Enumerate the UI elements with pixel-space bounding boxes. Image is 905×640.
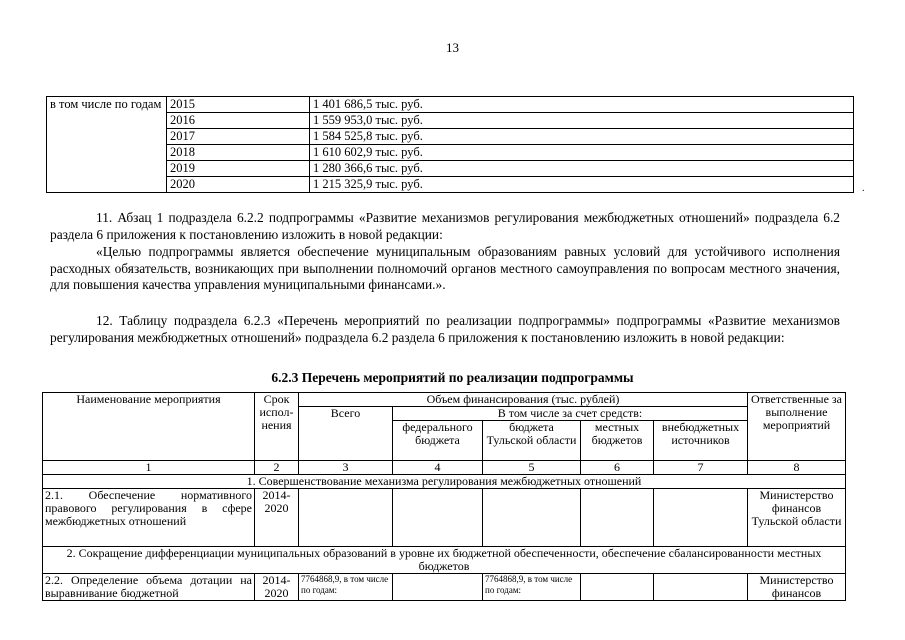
- header-responsible: Ответственные за выполнение мероприятий: [748, 393, 846, 461]
- years-label: в том числе по годам: [47, 97, 167, 193]
- col-number: 4: [393, 461, 483, 475]
- page-number: 13: [446, 40, 459, 55]
- amount-cell: 1 280 366,6 тыс. руб.: [310, 161, 854, 177]
- row2-responsible: Министерство финансов: [748, 574, 846, 601]
- col-number: 5: [483, 461, 581, 475]
- header-local: местных бюджетов: [581, 421, 654, 461]
- header-extra: внебюджетных источников: [654, 421, 748, 461]
- col-number: 8: [748, 461, 846, 475]
- row1-federal: [393, 489, 483, 547]
- row2-federal: [393, 574, 483, 601]
- header-total: Всего: [299, 407, 393, 461]
- row1-total: [299, 489, 393, 547]
- col-number: 1: [43, 461, 255, 475]
- table-row: [47, 145, 854, 161]
- row2-term: 2014-2020: [255, 574, 299, 601]
- section-1-title: 1. Совершенствование механизма регулирования межбюджетных отношений: [43, 475, 846, 489]
- year-cell: 2018: [167, 145, 310, 161]
- paragraph-11: 11. Абзац 1 подраздела 6.2.2 подпрограммы «Развитие механизмов регулирования межбюджетных отношений» подраздела 6.2 раздела 6 приложения к постановлению изложить в новой редакции:: [50, 210, 840, 242]
- amount-cell: 1 401 686,5 тыс. руб.: [310, 97, 854, 113]
- year-cell: 2015: [167, 97, 310, 113]
- paragraph-12: 12. Таблицу подраздела 6.2.3 «Перечень мероприятий по реализации подпрограммы» подпрограммы «Развитие механизмов регулирования межбюджетных отношений» подраздела 6.2 раздела 6 приложения к постановлению изложить в новой редакции:: [50, 313, 840, 345]
- section-row: [43, 475, 846, 489]
- row1-name: 2.1. Обеспечение нормативного правового регулирования в сфере межбюджетных отношений: [43, 489, 255, 547]
- row1-extra: [654, 489, 748, 547]
- header-federal: федерального бюджета: [393, 421, 483, 461]
- year-cell: 2020: [167, 177, 310, 193]
- year-cell: 2019: [167, 161, 310, 177]
- amount-cell: 1 584 525,8 тыс. руб.: [310, 129, 854, 145]
- row2-extra: [654, 574, 748, 601]
- stray-mark: .: [862, 183, 865, 194]
- row2-total: 7764868,9, в том числе по годам:: [299, 574, 393, 601]
- header-term: Срок испол-нения: [255, 393, 299, 461]
- row1-local: [581, 489, 654, 547]
- amount-cell: 1 215 325,9 тыс. руб.: [310, 177, 854, 193]
- header-name: Наименование мероприятия: [43, 393, 255, 461]
- row1-term: 2014-2020: [255, 489, 299, 547]
- events-table: [42, 392, 846, 601]
- years-table: [46, 96, 854, 193]
- header-including: В том числе за счет средств:: [393, 407, 748, 421]
- row1-responsible: Министерство финансов Тульской области: [748, 489, 846, 547]
- row2-local: [581, 574, 654, 601]
- amount-cell: 1 610 602,9 тыс. руб.: [310, 145, 854, 161]
- table-row: [47, 113, 854, 129]
- row2-name: 2.2. Определение объема дотации на выравнивание бюджетной: [43, 574, 255, 601]
- amount-cell: 1 559 953,0 тыс. руб.: [310, 113, 854, 129]
- table-title: 6.2.3 Перечень мероприятий по реализации подпрограммы: [271, 370, 634, 385]
- col-number: 3: [299, 461, 393, 475]
- col-number: 6: [581, 461, 654, 475]
- col-number: 7: [654, 461, 748, 475]
- header-funding: Объем финансирования (тыс. рублей): [299, 393, 748, 407]
- table-row: [47, 129, 854, 145]
- row1-regional: [483, 489, 581, 547]
- table-row: [47, 177, 854, 193]
- paragraph-11-quote: «Целью подпрограммы является обеспечение муниципальным образованиям равных условий для устойчивого исполнения расходных обязательств, возникающих при выполнении полномочий органов местного самоуправления по вопросам местного значения, для повышения качества управления муниципальными финансами.».: [50, 244, 840, 292]
- row2-regional: 7764868,9, в том числе по годам:: [483, 574, 581, 601]
- col-number: 2: [255, 461, 299, 475]
- table-row: [43, 574, 846, 601]
- table-row: [47, 97, 854, 113]
- year-cell: 2017: [167, 129, 310, 145]
- header-regional: бюджета Тульской области: [483, 421, 581, 461]
- year-cell: 2016: [167, 113, 310, 129]
- section-row: [43, 547, 846, 574]
- header-row: [43, 393, 846, 407]
- column-number-row: [43, 461, 846, 475]
- table-row: [43, 489, 846, 547]
- table-row: [47, 161, 854, 177]
- section-2-title: 2. Сокращение дифференциации муниципальных образований в уровне их бюджетной обеспеченности, обеспечение сбалансированности местных бюджетов: [43, 547, 846, 574]
